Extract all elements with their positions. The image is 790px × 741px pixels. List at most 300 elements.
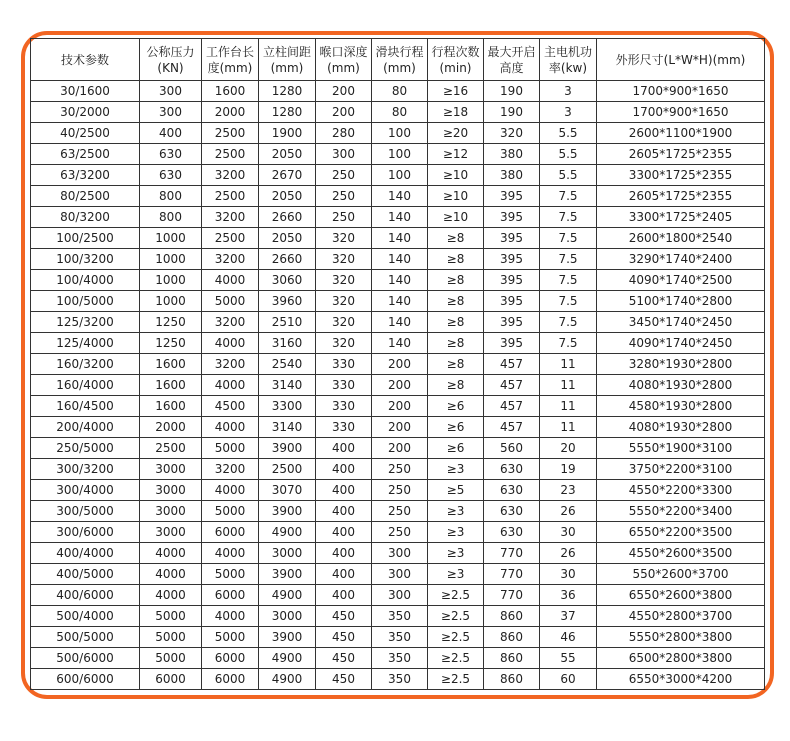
table-cell: 6550*3000*4200 bbox=[597, 669, 765, 690]
table-cell: 380 bbox=[484, 165, 540, 186]
table-cell: 200 bbox=[372, 438, 428, 459]
table-cell: 11 bbox=[540, 417, 597, 438]
table-row bbox=[31, 207, 765, 228]
table-cell: 250 bbox=[372, 480, 428, 501]
table-cell: 350 bbox=[372, 627, 428, 648]
table-cell: 3900 bbox=[259, 438, 316, 459]
table-cell: 395 bbox=[484, 228, 540, 249]
header-cell: 行程次数(min) bbox=[428, 39, 484, 81]
table-cell: 3200 bbox=[202, 459, 259, 480]
table-cell: 200/4000 bbox=[31, 417, 140, 438]
table-cell: 2540 bbox=[259, 354, 316, 375]
table-cell: 450 bbox=[316, 669, 372, 690]
table-cell: ≥8 bbox=[428, 228, 484, 249]
table-cell: 4900 bbox=[259, 585, 316, 606]
table-cell: 2000 bbox=[202, 102, 259, 123]
table-cell: 320 bbox=[484, 123, 540, 144]
table-cell: 300 bbox=[140, 102, 202, 123]
table-cell: 450 bbox=[316, 627, 372, 648]
table-cell: 600/6000 bbox=[31, 669, 140, 690]
table-cell: 1280 bbox=[259, 81, 316, 102]
table-cell: 2500 bbox=[140, 438, 202, 459]
table-cell: 4900 bbox=[259, 648, 316, 669]
table-cell: 5100*1740*2800 bbox=[597, 291, 765, 312]
table-cell: 320 bbox=[316, 312, 372, 333]
table-row bbox=[31, 81, 765, 102]
table-cell: 1900 bbox=[259, 123, 316, 144]
table-cell: 300 bbox=[316, 144, 372, 165]
table-cell: 7.5 bbox=[540, 186, 597, 207]
table-cell: 4900 bbox=[259, 522, 316, 543]
table-cell: 5.5 bbox=[540, 123, 597, 144]
table-cell: 3140 bbox=[259, 375, 316, 396]
table-cell: 400 bbox=[316, 438, 372, 459]
table-cell: 4000 bbox=[202, 480, 259, 501]
table-cell: 1000 bbox=[140, 270, 202, 291]
table-cell: 6000 bbox=[202, 669, 259, 690]
table-cell: 400 bbox=[316, 585, 372, 606]
table-cell: 395 bbox=[484, 291, 540, 312]
table-cell: 200 bbox=[372, 417, 428, 438]
table-cell: 2660 bbox=[259, 249, 316, 270]
table-cell: 500/6000 bbox=[31, 648, 140, 669]
table-row bbox=[31, 669, 765, 690]
table-cell: ≥2.5 bbox=[428, 627, 484, 648]
table-cell: 3 bbox=[540, 81, 597, 102]
table-row bbox=[31, 480, 765, 501]
table-cell: 4000 bbox=[202, 270, 259, 291]
table-cell: ≥3 bbox=[428, 501, 484, 522]
table-cell: 630 bbox=[484, 501, 540, 522]
table-row bbox=[31, 144, 765, 165]
table-cell: 190 bbox=[484, 81, 540, 102]
table-cell: 320 bbox=[316, 270, 372, 291]
table-cell: 250 bbox=[316, 207, 372, 228]
table-cell: 300 bbox=[372, 585, 428, 606]
table-cell: 330 bbox=[316, 396, 372, 417]
table-cell: 250 bbox=[316, 165, 372, 186]
table-cell: 3290*1740*2400 bbox=[597, 249, 765, 270]
table-cell: 280 bbox=[316, 123, 372, 144]
table-cell: 40/2500 bbox=[31, 123, 140, 144]
table-cell: 395 bbox=[484, 186, 540, 207]
table-cell: 140 bbox=[372, 228, 428, 249]
table-cell: 80 bbox=[372, 102, 428, 123]
table-cell: 6000 bbox=[202, 522, 259, 543]
table-cell: ≥20 bbox=[428, 123, 484, 144]
table-cell: ≥5 bbox=[428, 480, 484, 501]
table-cell: 125/3200 bbox=[31, 312, 140, 333]
table-row bbox=[31, 501, 765, 522]
table-cell: 860 bbox=[484, 627, 540, 648]
table-cell: 2670 bbox=[259, 165, 316, 186]
table-cell: 4000 bbox=[140, 585, 202, 606]
table-cell: 3960 bbox=[259, 291, 316, 312]
table-cell: ≥12 bbox=[428, 144, 484, 165]
table-cell: 1600 bbox=[140, 354, 202, 375]
table-cell: 395 bbox=[484, 249, 540, 270]
table-cell: 100/5000 bbox=[31, 291, 140, 312]
table-cell: 550*2600*3700 bbox=[597, 564, 765, 585]
table-cell: 140 bbox=[372, 270, 428, 291]
table-cell: 2605*1725*2355 bbox=[597, 186, 765, 207]
table-cell: 1600 bbox=[202, 81, 259, 102]
table-cell: 2500 bbox=[202, 123, 259, 144]
table-cell: 450 bbox=[316, 648, 372, 669]
table-row bbox=[31, 270, 765, 291]
table-cell: 4080*1930*2800 bbox=[597, 417, 765, 438]
table-cell: 46 bbox=[540, 627, 597, 648]
table-cell: 5.5 bbox=[540, 144, 597, 165]
table-cell: ≥16 bbox=[428, 81, 484, 102]
header-cell: 喉口深度(mm) bbox=[316, 39, 372, 81]
table-cell: 3200 bbox=[202, 249, 259, 270]
table-cell: 3000 bbox=[140, 459, 202, 480]
table-cell: 55 bbox=[540, 648, 597, 669]
table-row bbox=[31, 249, 765, 270]
table-cell: 300 bbox=[372, 543, 428, 564]
table-cell: ≥10 bbox=[428, 207, 484, 228]
table-cell: ≥3 bbox=[428, 522, 484, 543]
table-cell: 2050 bbox=[259, 144, 316, 165]
table-cell: 500/5000 bbox=[31, 627, 140, 648]
table-cell: 350 bbox=[372, 606, 428, 627]
table-cell: 5.5 bbox=[540, 165, 597, 186]
table-cell: 3140 bbox=[259, 417, 316, 438]
table-cell: 4080*1930*2800 bbox=[597, 375, 765, 396]
table-cell: 457 bbox=[484, 417, 540, 438]
table-cell: 4900 bbox=[259, 669, 316, 690]
table-cell: 3900 bbox=[259, 501, 316, 522]
table-cell: ≥10 bbox=[428, 165, 484, 186]
table-cell: 1700*900*1650 bbox=[597, 81, 765, 102]
table-cell: 30 bbox=[540, 564, 597, 585]
table-cell: 800 bbox=[140, 207, 202, 228]
table-cell: 6550*2200*3500 bbox=[597, 522, 765, 543]
table-cell: 26 bbox=[540, 543, 597, 564]
table-cell: 7.5 bbox=[540, 270, 597, 291]
table-cell: 400 bbox=[316, 501, 372, 522]
table-cell: 4550*2600*3500 bbox=[597, 543, 765, 564]
table-row bbox=[31, 102, 765, 123]
table-cell: 1250 bbox=[140, 333, 202, 354]
table-cell: 5000 bbox=[202, 564, 259, 585]
table-row bbox=[31, 123, 765, 144]
table-cell: 2510 bbox=[259, 312, 316, 333]
table-cell: 400/4000 bbox=[31, 543, 140, 564]
table-cell: 400 bbox=[316, 543, 372, 564]
table-row bbox=[31, 648, 765, 669]
table-cell: 330 bbox=[316, 354, 372, 375]
table-cell: 11 bbox=[540, 375, 597, 396]
table-cell: 3060 bbox=[259, 270, 316, 291]
table-cell: 36 bbox=[540, 585, 597, 606]
table-cell: 3200 bbox=[202, 312, 259, 333]
table-cell: ≥8 bbox=[428, 354, 484, 375]
header-cell: 立柱间距(mm) bbox=[259, 39, 316, 81]
table-cell: 330 bbox=[316, 417, 372, 438]
table-cell: 3900 bbox=[259, 564, 316, 585]
table-cell: 350 bbox=[372, 648, 428, 669]
table-cell: 4000 bbox=[202, 417, 259, 438]
table-cell: 457 bbox=[484, 396, 540, 417]
table-cell: 5000 bbox=[140, 627, 202, 648]
table-cell: 7.5 bbox=[540, 228, 597, 249]
table-cell: 1600 bbox=[140, 396, 202, 417]
table-cell: 4000 bbox=[202, 375, 259, 396]
table-cell: 300 bbox=[372, 564, 428, 585]
table-cell: 3000 bbox=[140, 501, 202, 522]
table-cell: 3200 bbox=[202, 165, 259, 186]
table-cell: 5000 bbox=[202, 438, 259, 459]
table-row bbox=[31, 543, 765, 564]
table-cell: 2500 bbox=[259, 459, 316, 480]
table-cell: 250/5000 bbox=[31, 438, 140, 459]
table-cell: 6000 bbox=[140, 669, 202, 690]
table-cell: 160/4500 bbox=[31, 396, 140, 417]
table-cell: 7.5 bbox=[540, 207, 597, 228]
table-cell: 100/2500 bbox=[31, 228, 140, 249]
table-cell: 3 bbox=[540, 102, 597, 123]
table-cell: 5550*1900*3100 bbox=[597, 438, 765, 459]
table-cell: 30/1600 bbox=[31, 81, 140, 102]
table-cell: 395 bbox=[484, 333, 540, 354]
table-cell: 160/4000 bbox=[31, 375, 140, 396]
table-cell: 80/3200 bbox=[31, 207, 140, 228]
table-cell: 2500 bbox=[202, 186, 259, 207]
table-cell: ≥3 bbox=[428, 459, 484, 480]
header-cell: 工作台长度(mm) bbox=[202, 39, 259, 81]
table-cell: 395 bbox=[484, 270, 540, 291]
table-cell: 4000 bbox=[202, 543, 259, 564]
table-cell: ≥2.5 bbox=[428, 606, 484, 627]
table-row bbox=[31, 627, 765, 648]
table-cell: 1000 bbox=[140, 228, 202, 249]
table-cell: ≥8 bbox=[428, 312, 484, 333]
table-cell: 19 bbox=[540, 459, 597, 480]
table-cell: 630 bbox=[140, 165, 202, 186]
table-cell: 140 bbox=[372, 186, 428, 207]
table-cell: 125/4000 bbox=[31, 333, 140, 354]
table-cell: 5000 bbox=[202, 291, 259, 312]
table-cell: 3200 bbox=[202, 354, 259, 375]
table-cell: 5000 bbox=[140, 648, 202, 669]
table-cell: ≥2.5 bbox=[428, 648, 484, 669]
header-cell: 主电机功率(kw) bbox=[540, 39, 597, 81]
header-cell: 技术参数 bbox=[31, 39, 140, 81]
table-cell: 3000 bbox=[259, 606, 316, 627]
header-cell: 最大开启高度 bbox=[484, 39, 540, 81]
table-cell: 400 bbox=[316, 480, 372, 501]
table-cell: 3750*2200*3100 bbox=[597, 459, 765, 480]
table-cell: 6000 bbox=[202, 585, 259, 606]
table-cell: ≥3 bbox=[428, 543, 484, 564]
table-cell: 80 bbox=[372, 81, 428, 102]
table-cell: 3160 bbox=[259, 333, 316, 354]
header-cell: 滑块行程(mm) bbox=[372, 39, 428, 81]
table-cell: 2605*1725*2355 bbox=[597, 144, 765, 165]
table-cell: 400 bbox=[316, 522, 372, 543]
table-cell: 7.5 bbox=[540, 291, 597, 312]
table-cell: 400 bbox=[316, 459, 372, 480]
table-cell: 6000 bbox=[202, 648, 259, 669]
table-cell: 63/2500 bbox=[31, 144, 140, 165]
table-row bbox=[31, 417, 765, 438]
table-cell: 380 bbox=[484, 144, 540, 165]
table-cell: 2660 bbox=[259, 207, 316, 228]
table-cell: 350 bbox=[372, 669, 428, 690]
table-cell: 23 bbox=[540, 480, 597, 501]
header-cell: 公称压力(KN) bbox=[140, 39, 202, 81]
table-row bbox=[31, 606, 765, 627]
table-cell: 300/5000 bbox=[31, 501, 140, 522]
table-cell: 320 bbox=[316, 291, 372, 312]
table-cell: 26 bbox=[540, 501, 597, 522]
table-cell: 2500 bbox=[202, 228, 259, 249]
table-row bbox=[31, 585, 765, 606]
table-row bbox=[31, 459, 765, 480]
table-cell: 5000 bbox=[140, 606, 202, 627]
table-cell: 200 bbox=[316, 102, 372, 123]
table-cell: 3280*1930*2800 bbox=[597, 354, 765, 375]
table-cell: ≥6 bbox=[428, 438, 484, 459]
table-row bbox=[31, 291, 765, 312]
table-cell: 2600*1800*2540 bbox=[597, 228, 765, 249]
table-cell: 770 bbox=[484, 564, 540, 585]
table-row bbox=[31, 228, 765, 249]
table-cell: 3450*1740*2450 bbox=[597, 312, 765, 333]
table-cell: 400 bbox=[316, 564, 372, 585]
table-cell: 4000 bbox=[202, 606, 259, 627]
table-cell: 200 bbox=[372, 396, 428, 417]
table-cell: ≥2.5 bbox=[428, 585, 484, 606]
table-cell: ≥18 bbox=[428, 102, 484, 123]
table-cell: 300/3200 bbox=[31, 459, 140, 480]
table-cell: ≥2.5 bbox=[428, 669, 484, 690]
table-cell: 30 bbox=[540, 522, 597, 543]
table-cell: 320 bbox=[316, 249, 372, 270]
table-cell: 4090*1740*2500 bbox=[597, 270, 765, 291]
table-cell: 160/3200 bbox=[31, 354, 140, 375]
table-cell: 860 bbox=[484, 648, 540, 669]
table-cell: 5000 bbox=[202, 501, 259, 522]
table-cell: ≥8 bbox=[428, 270, 484, 291]
table-cell: 1000 bbox=[140, 249, 202, 270]
spec-table-body bbox=[31, 81, 765, 690]
table-cell: 630 bbox=[140, 144, 202, 165]
table-cell: 100 bbox=[372, 165, 428, 186]
table-row bbox=[31, 564, 765, 585]
table-cell: 300 bbox=[140, 81, 202, 102]
table-cell: 11 bbox=[540, 396, 597, 417]
table-cell: 320 bbox=[316, 333, 372, 354]
table-cell: ≥6 bbox=[428, 417, 484, 438]
table-row bbox=[31, 438, 765, 459]
table-row bbox=[31, 522, 765, 543]
table-cell: 20 bbox=[540, 438, 597, 459]
table-cell: 300/4000 bbox=[31, 480, 140, 501]
table-cell: 250 bbox=[372, 522, 428, 543]
table-cell: 250 bbox=[316, 186, 372, 207]
table-cell: 5000 bbox=[202, 627, 259, 648]
table-cell: 140 bbox=[372, 249, 428, 270]
table-cell: 100/4000 bbox=[31, 270, 140, 291]
table-cell: 400/6000 bbox=[31, 585, 140, 606]
table-cell: 450 bbox=[316, 606, 372, 627]
table-cell: 63/3200 bbox=[31, 165, 140, 186]
table-cell: 3200 bbox=[202, 207, 259, 228]
table-cell: 7.5 bbox=[540, 333, 597, 354]
table-cell: 60 bbox=[540, 669, 597, 690]
table-cell: 3300*1725*2355 bbox=[597, 165, 765, 186]
table-row bbox=[31, 396, 765, 417]
table-cell: 400/5000 bbox=[31, 564, 140, 585]
table-cell: 395 bbox=[484, 207, 540, 228]
table-cell: 3000 bbox=[140, 522, 202, 543]
table-cell: ≥8 bbox=[428, 333, 484, 354]
table-cell: 4090*1740*2450 bbox=[597, 333, 765, 354]
table-cell: ≥3 bbox=[428, 564, 484, 585]
table-cell: 100 bbox=[372, 123, 428, 144]
spec-table bbox=[30, 38, 765, 690]
table-row bbox=[31, 375, 765, 396]
table-cell: 2500 bbox=[202, 144, 259, 165]
table-cell: 4580*1930*2800 bbox=[597, 396, 765, 417]
table-cell: 100/3200 bbox=[31, 249, 140, 270]
table-cell: 3000 bbox=[140, 480, 202, 501]
table-cell: 400 bbox=[140, 123, 202, 144]
table-cell: 7.5 bbox=[540, 312, 597, 333]
table-cell: 190 bbox=[484, 102, 540, 123]
table-row bbox=[31, 333, 765, 354]
table-cell: 2000 bbox=[140, 417, 202, 438]
table-cell: 80/2500 bbox=[31, 186, 140, 207]
table-cell: 11 bbox=[540, 354, 597, 375]
table-cell: 200 bbox=[372, 354, 428, 375]
table-cell: 37 bbox=[540, 606, 597, 627]
table-cell: 4550*2800*3700 bbox=[597, 606, 765, 627]
table-cell: 3300 bbox=[259, 396, 316, 417]
table-row bbox=[31, 186, 765, 207]
table-cell: 630 bbox=[484, 459, 540, 480]
table-cell: 3000 bbox=[259, 543, 316, 564]
header-row bbox=[31, 39, 765, 81]
table-cell: 4000 bbox=[140, 543, 202, 564]
table-cell: 4000 bbox=[202, 333, 259, 354]
table-cell: 3300*1725*2405 bbox=[597, 207, 765, 228]
table-row bbox=[31, 354, 765, 375]
table-cell: 320 bbox=[316, 228, 372, 249]
table-cell: 5550*2800*3800 bbox=[597, 627, 765, 648]
table-cell: 330 bbox=[316, 375, 372, 396]
table-cell: 770 bbox=[484, 543, 540, 564]
table-cell: 500/4000 bbox=[31, 606, 140, 627]
table-cell: 457 bbox=[484, 354, 540, 375]
table-cell: 560 bbox=[484, 438, 540, 459]
table-cell: 1000 bbox=[140, 291, 202, 312]
header-cell: 外形尺寸(L*W*H)(mm) bbox=[597, 39, 765, 81]
table-cell: 4550*2200*3300 bbox=[597, 480, 765, 501]
table-cell: 30/2000 bbox=[31, 102, 140, 123]
table-cell: ≥6 bbox=[428, 396, 484, 417]
table-cell: 140 bbox=[372, 291, 428, 312]
table-cell: 100 bbox=[372, 144, 428, 165]
table-cell: 860 bbox=[484, 669, 540, 690]
table-cell: ≥8 bbox=[428, 291, 484, 312]
table-cell: 4000 bbox=[140, 564, 202, 585]
table-cell: 250 bbox=[372, 501, 428, 522]
table-cell: 200 bbox=[316, 81, 372, 102]
